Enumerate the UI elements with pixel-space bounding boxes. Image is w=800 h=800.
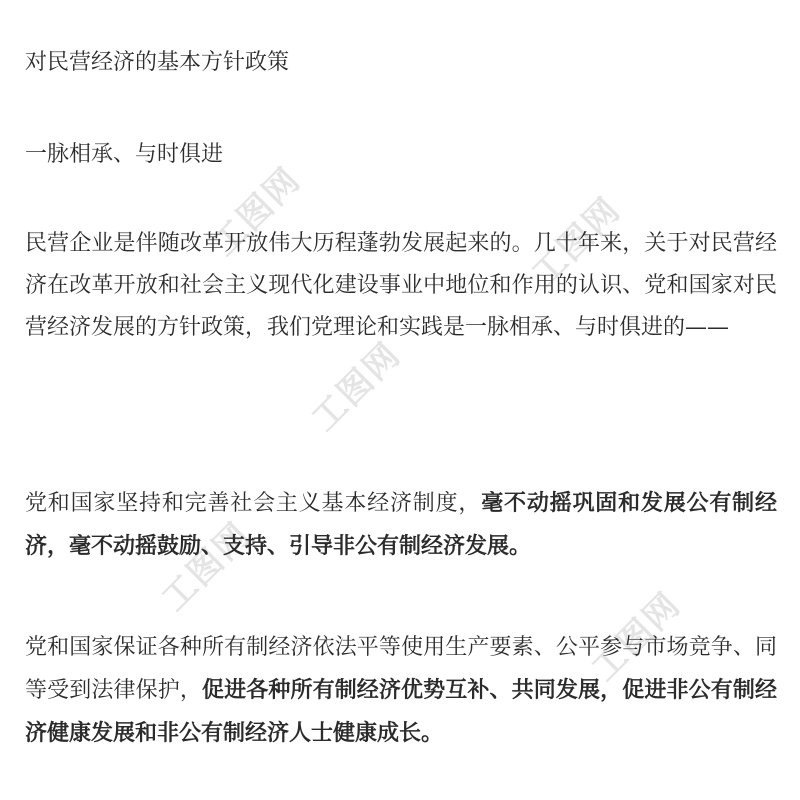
watermark: 工图网 — [154, 514, 259, 620]
paragraph-text: 党和国家坚持和完善社会主义基本经济制度， — [25, 491, 482, 516]
watermark: 工图网 — [524, 189, 629, 295]
paragraph-basic-system — [25, 482, 777, 568]
article-title: 对民营经济的基本方针政策 — [25, 50, 290, 75]
paragraph-emphasis: 毫不动摇巩固和发展公有制经济，毫不动摇鼓励、支持、引导非公有制经济发展。 — [25, 490, 777, 559]
paragraph-emphasis: 促进各种所有制经济优势互补、共同发展，促进非公有制经济健康发展和非公有制经济人士健康成长。 — [25, 677, 777, 746]
watermark: 工图网 — [584, 584, 689, 690]
paragraph-intro: 民营企业是伴随改革开放伟大历程蓬勃发展起来的。几十年来，关于对民营经济在改革开放和社会主义现代化建设事业中地位和作用的认识、党和国家对民营经济发展的方针政策，我们党理论和实践是一脉相承、与时俱进的—— — [25, 231, 777, 340]
paragraph-text: 党和国家保证各种所有制经济依法平等使用生产要素、公平参与市场竞争、同等受到法律保护， — [25, 635, 777, 703]
paragraph-equal-protection — [25, 627, 777, 755]
article-subtitle: 一脉相承、与时俱进 — [25, 142, 224, 167]
watermark: 工图网 — [304, 334, 409, 440]
watermark: 工图网 — [204, 159, 309, 265]
